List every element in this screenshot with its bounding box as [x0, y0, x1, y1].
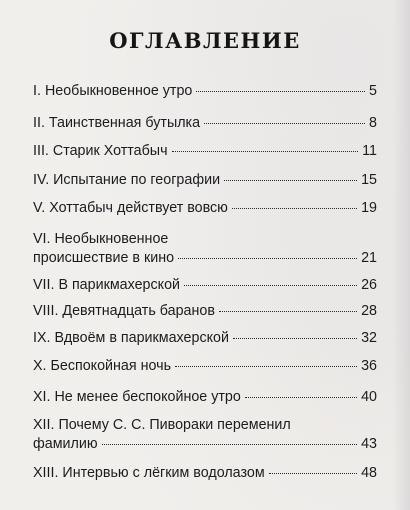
- chapter-numeral: I.: [33, 83, 41, 99]
- dot-leader: [175, 366, 357, 367]
- chapter-numeral: X.: [33, 358, 47, 374]
- chapter-numeral: II.: [33, 115, 45, 131]
- toc-entry: [33, 416, 377, 454]
- chapter-title: Почему С. С. Пивораки переменил: [58, 417, 291, 433]
- page-number: 8: [369, 115, 377, 131]
- chapter-numeral: XII.: [33, 417, 55, 433]
- toc-entry: [33, 302, 377, 321]
- page-title: ОГЛАВЛЕНИЕ: [109, 28, 301, 53]
- chapter-title: Беспокойная ночь: [50, 358, 172, 374]
- dot-leader: [204, 123, 365, 124]
- chapter-numeral: VIII.: [33, 303, 59, 319]
- chapter-title: Испытание по географии: [53, 172, 221, 188]
- chapter-title: Необыкновенное утро: [44, 83, 193, 99]
- dot-leader: [233, 338, 357, 339]
- toc-entry: [33, 276, 377, 295]
- chapter-title: Старик Хоттабыч: [52, 143, 168, 159]
- page-number: 48: [361, 465, 377, 481]
- chapter-numeral: XIII.: [33, 465, 59, 481]
- page-number: 21: [361, 250, 377, 266]
- dot-leader: [219, 311, 357, 312]
- chapter-numeral: III.: [33, 143, 49, 159]
- toc-entry: [33, 114, 377, 133]
- dot-leader: [102, 444, 358, 445]
- chapter-title-continued: происшествие в кино: [33, 250, 175, 266]
- page-number: 5: [369, 83, 377, 99]
- chapter-numeral: V.: [33, 200, 46, 216]
- dot-leader: [245, 397, 357, 398]
- chapter-title-continued: фамилию: [33, 436, 98, 452]
- page-number: 36: [361, 358, 377, 374]
- page-number: 40: [361, 389, 377, 405]
- page-number: 32: [361, 330, 377, 346]
- page-number: 19: [361, 200, 377, 216]
- page-number: 28: [361, 303, 377, 319]
- chapter-title: Таинственная бутылка: [48, 115, 201, 131]
- toc-entry: [33, 464, 377, 483]
- chapter-numeral: VI.: [33, 231, 51, 247]
- toc-entry: [33, 357, 377, 376]
- toc-entry: [33, 199, 377, 218]
- toc-entry: [33, 171, 377, 190]
- toc-entry: [33, 230, 377, 268]
- toc-entry: [33, 142, 377, 161]
- toc-entry: [33, 388, 377, 407]
- dot-leader: [184, 285, 357, 286]
- chapter-title: В парикмахерской: [58, 277, 181, 293]
- page-number: 26: [361, 277, 377, 293]
- page-number: 15: [361, 172, 377, 188]
- chapter-title: Вдвоём в парикмахерской: [54, 330, 229, 346]
- chapter-title: Необыкновенное: [54, 231, 169, 247]
- chapter-numeral: IV.: [33, 172, 50, 188]
- dot-leader: [172, 151, 359, 152]
- chapter-numeral: XI.: [33, 389, 51, 405]
- chapter-title: Девятнадцать баранов: [62, 303, 215, 319]
- dot-leader: [196, 91, 365, 92]
- chapter-numeral: IX.: [33, 330, 51, 346]
- dot-leader: [232, 208, 357, 209]
- chapter-numeral: VII.: [33, 277, 55, 293]
- page-number: 43: [361, 436, 377, 452]
- chapter-title: Интервью с лёгким водолазом: [62, 465, 265, 481]
- page-number: 11: [362, 143, 377, 159]
- page-edge-shadow: [392, 0, 410, 510]
- toc-entry: [33, 329, 377, 348]
- chapter-title: Хоттабыч действует вовсю: [49, 200, 228, 216]
- dot-leader: [224, 180, 357, 181]
- show-through-text: [250, 14, 253, 28]
- dot-leader: [269, 473, 357, 474]
- toc-entry: [33, 82, 377, 101]
- dot-leader: [178, 258, 357, 259]
- chapter-title: Не менее беспокойное утро: [54, 389, 241, 405]
